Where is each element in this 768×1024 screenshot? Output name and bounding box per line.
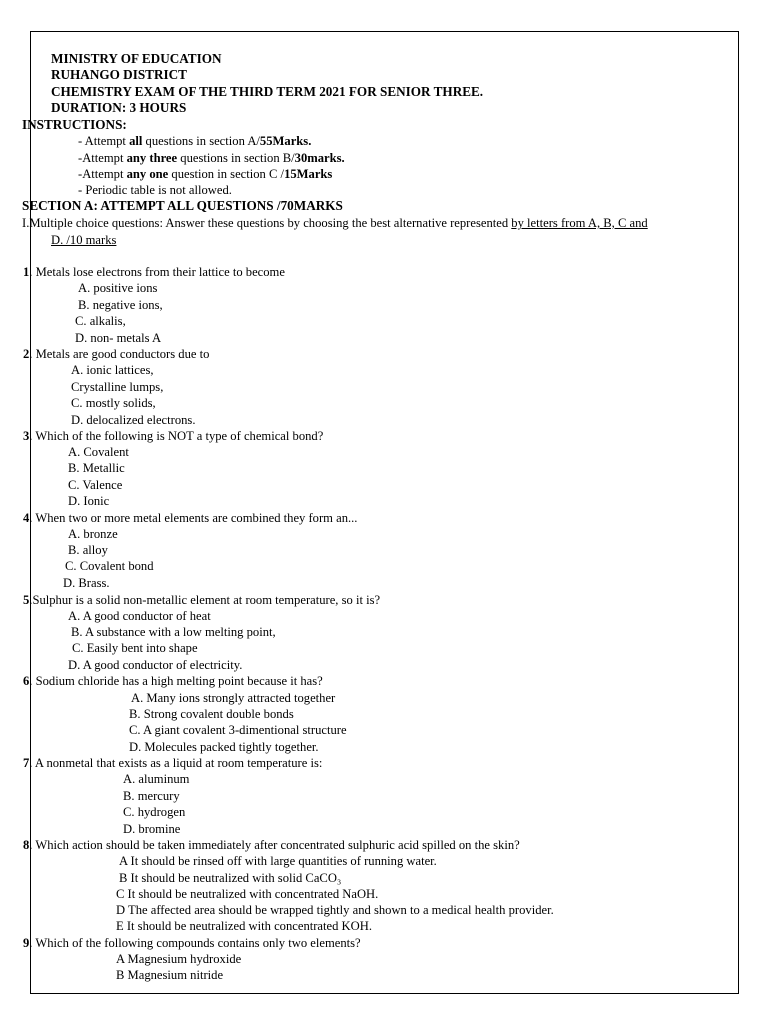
question-1: 1. Metals lose electrons from their lattice to become — [23, 265, 285, 279]
question-5: 5.Sulphur is a solid non-metallic element at room temperature, so it is? — [23, 593, 381, 607]
section-a-intro: I.Multiple choice questions: Answer these questions by choosing the best alternative represented by letters from A, B, C and — [22, 216, 648, 230]
q4-option-d: D. Brass. — [63, 576, 110, 590]
q1-option-b: B. negative ions, — [78, 298, 163, 312]
q3-option-c: C. Valence — [68, 478, 123, 492]
q7-option-d: D. bromine — [123, 822, 181, 836]
q5-option-a: A. A good conductor of heat — [68, 609, 211, 623]
q7-option-a: A. aluminum — [123, 772, 190, 786]
q4-option-c: C. Covalent bond — [65, 559, 154, 573]
q2-option-d: D. delocalized electrons. — [71, 413, 196, 427]
q3-option-a: A. Covalent — [68, 445, 129, 459]
q5-option-c: C. Easily bent into shape — [72, 641, 198, 655]
q2-option-b: Crystalline lumps, — [71, 380, 164, 394]
q8-option-a: A It should be rinsed off with large quantities of running water. — [119, 854, 437, 868]
q7-option-c: C. hydrogen — [123, 805, 186, 819]
q5-option-b: B. A substance with a low melting point, — [71, 625, 276, 639]
q6-option-b: B. Strong covalent double bonds — [129, 707, 294, 721]
q8-option-d: D The affected area should be wrapped tightly and shown to a medical health provider. — [116, 903, 554, 917]
q6-option-c: C. A giant covalent 3-dimentional structure — [129, 723, 347, 737]
q7-option-b: B. mercury — [123, 789, 180, 803]
q5-option-d: D. A good conductor of electricity. — [68, 658, 243, 672]
district-heading: RUHANGO DISTRICT — [51, 67, 187, 82]
q3-option-b: B. Metallic — [68, 461, 125, 475]
q4-option-b: B. alloy — [68, 543, 108, 557]
q1-option-a: A. positive ions — [78, 281, 158, 295]
section-a-title: SECTION A: ATTEMPT ALL QUESTIONS /70MARKS — [22, 198, 343, 213]
instruction-section-c: -Attempt any one question in section C /15Marks — [78, 167, 333, 181]
instruction-section-b: -Attempt any three questions in section B/30marks. — [78, 151, 345, 165]
question-4: 4. When two or more metal elements are combined they form an... — [23, 511, 358, 525]
q9-option-a: A Magnesium hydroxide — [116, 952, 242, 966]
question-8: 8. Which action should be taken immediately after concentrated sulphuric acid spilled on the skin? — [23, 838, 520, 852]
q8-option-e: E It should be neutralized with concentrated KOH. — [116, 919, 372, 933]
ministry-heading: MINISTRY OF EDUCATION — [51, 51, 222, 66]
question-7: 7. A nonmetal that exists as a liquid at room temperature is: — [23, 756, 323, 770]
q2-option-a: A. ionic lattices, — [71, 363, 154, 377]
exam-title: CHEMISTRY EXAM OF THE THIRD TERM 2021 FOR SENIOR THREE. — [51, 84, 484, 99]
q6-option-a: A. Many ions strongly attracted together — [131, 691, 336, 705]
duration-heading: DURATION: 3 HOURS — [51, 100, 187, 115]
section-a-intro-marks: D. /10 marks — [51, 233, 117, 247]
instruction-periodic-table: - Periodic table is not allowed. — [78, 183, 232, 197]
q6-option-d: D. Molecules packed tightly together. — [129, 740, 319, 754]
instructions-title: INSTRUCTIONS: — [22, 117, 127, 132]
q9-option-b: B Magnesium nitride — [116, 968, 224, 982]
question-2: 2. Metals are good conductors due to — [23, 347, 210, 361]
q1-option-d: D. non- metals A — [75, 331, 162, 345]
q1-option-c: C. alkalis, — [75, 314, 126, 328]
q3-option-d: D. Ionic — [68, 494, 110, 508]
q8-option-b: B It should be neutralized with solid CaCO₃ — [119, 871, 342, 885]
question-9: 9. Which of the following compounds contains only two elements? — [23, 936, 361, 950]
q4-option-a: A. bronze — [68, 527, 118, 541]
q2-option-c: C. mostly solids, — [71, 396, 156, 410]
question-3: 3. Which of the following is NOT a type of chemical bond? — [23, 429, 324, 443]
instruction-section-a: - Attempt all questions in section A/55Marks. — [78, 134, 312, 148]
q8-option-c: C It should be neutralized with concentrated NaOH. — [116, 887, 379, 901]
question-6: 6. Sodium chloride has a high melting point because it has? — [23, 674, 323, 688]
